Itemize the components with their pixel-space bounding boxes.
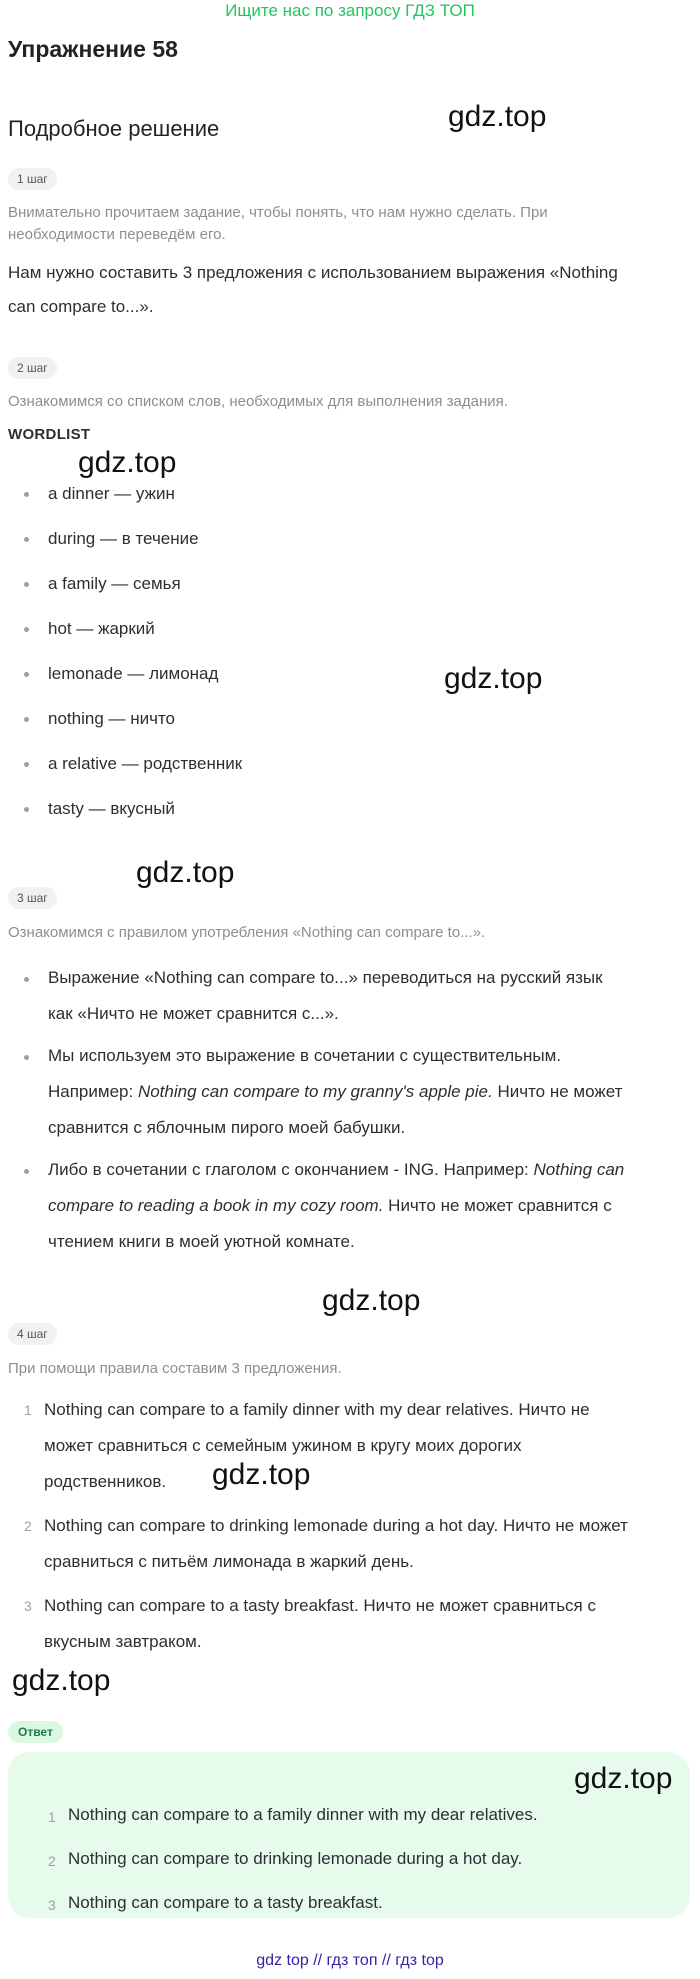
bullet-icon bbox=[24, 627, 29, 632]
step4-hint: При помощи правила составим 3 предложения. bbox=[8, 1360, 342, 1377]
wordlist-item: a dinner — ужин bbox=[48, 484, 175, 503]
footer-links[interactable]: gdz top // гдз топ // гдз top bbox=[256, 1952, 444, 1969]
answer-badge: Ответ bbox=[8, 1721, 63, 1743]
item-number: 1 bbox=[48, 1809, 56, 1825]
step1-text-line-2: can compare to...». bbox=[8, 297, 154, 316]
item-number: 3 bbox=[48, 1897, 56, 1913]
step-badge-2: 2 шаг bbox=[8, 357, 57, 379]
step1-hint-line-1: Внимательно прочитаем задание, чтобы понять, что нам нужно сделать. При bbox=[8, 204, 548, 221]
wordlist-item: hot — жаркий bbox=[48, 619, 155, 638]
item-number: 2 bbox=[48, 1853, 56, 1869]
bullet-icon bbox=[24, 672, 29, 677]
sentence-line: вкусным завтраком. bbox=[44, 1632, 202, 1651]
rule-3-example: Nothing can bbox=[533, 1160, 625, 1179]
item-number: 2 bbox=[24, 1518, 32, 1534]
bullet-icon bbox=[24, 977, 29, 982]
wordlist-item: a family — семья bbox=[48, 574, 181, 593]
step-badge-1: 1 шаг bbox=[8, 168, 57, 190]
item-number: 1 bbox=[24, 1402, 32, 1418]
bullet-icon bbox=[24, 717, 29, 722]
step-badge-3: 3 шаг bbox=[8, 887, 57, 909]
rule-2-translation: Ничто не может bbox=[492, 1082, 623, 1101]
watermark: gdz.top bbox=[212, 1458, 311, 1491]
bullet-icon bbox=[24, 807, 29, 812]
answer-item bbox=[48, 1848, 523, 1870]
rule-2-example: Nothing can compare to my granny's apple pie. bbox=[137, 1082, 493, 1101]
step1-text-line-1: Нам нужно составить 3 предложения с использованием выражения «Nothing bbox=[8, 263, 618, 282]
answer-item bbox=[48, 1892, 383, 1914]
wordlist-item: tasty — вкусный bbox=[48, 799, 175, 818]
watermark: gdz.top bbox=[322, 1284, 421, 1317]
sentence-line: может сравниться с семейным ужином в кругу моих дорогих bbox=[44, 1436, 522, 1455]
watermark: gdz.top bbox=[136, 856, 235, 889]
rule-1-line-1: Выражение «Nothing can compare to...» переводиться на русский язык bbox=[48, 968, 603, 987]
rule-2-line-1: Мы используем это выражение в сочетании с существительным. bbox=[48, 1046, 562, 1065]
item-number: 3 bbox=[24, 1598, 32, 1614]
watermark: gdz.top bbox=[448, 100, 547, 133]
section-title: Подробное решение bbox=[8, 116, 220, 141]
step1-hint-line-2: необходимости переведём его. bbox=[8, 226, 226, 243]
sentence-item bbox=[24, 1588, 684, 1660]
watermark: gdz.top bbox=[12, 1664, 111, 1697]
answer-text: Nothing can compare to a family dinner with my dear relatives. bbox=[68, 1805, 538, 1824]
sentence-line: Nothing can compare to a tasty breakfast. Ничто не может сравниться с bbox=[44, 1596, 596, 1615]
bullet-icon bbox=[24, 1055, 29, 1060]
rule-3-line-1 bbox=[48, 1152, 678, 1188]
bullet-icon bbox=[24, 537, 29, 542]
step-badge-4: 4 шаг bbox=[8, 1323, 57, 1345]
rule-3-line-3: чтением книги в моей уютной комнате. bbox=[48, 1232, 355, 1251]
sentence-item bbox=[24, 1508, 684, 1580]
watermark: gdz.top bbox=[444, 662, 543, 695]
rule-3-translation: Ничто не может сравнится с bbox=[383, 1196, 612, 1215]
sentence-line: Nothing can compare to drinking lemonade during a hot day. Ничто не может bbox=[44, 1516, 628, 1535]
wordlist-item: during — в течение bbox=[48, 529, 199, 548]
bullet-icon bbox=[24, 492, 29, 497]
answer-item bbox=[48, 1804, 538, 1826]
sentence-line: Nothing can compare to a family dinner with my dear relatives. Ничто не bbox=[44, 1400, 590, 1419]
step2-hint: Ознакомимся со списком слов, необходимых для выполнения задания. bbox=[8, 393, 508, 410]
page-title: Упражнение 58 bbox=[8, 36, 178, 62]
rule-2-line-2 bbox=[48, 1074, 678, 1110]
watermark: gdz.top bbox=[78, 446, 177, 479]
rule-3-line-2 bbox=[48, 1188, 678, 1224]
sentence-line: родственников. bbox=[44, 1472, 167, 1491]
wordlist-title: WORDLIST bbox=[8, 426, 91, 443]
wordlist-item: nothing — ничто bbox=[48, 709, 176, 728]
bullet-icon bbox=[24, 1169, 29, 1174]
bullet-icon bbox=[24, 582, 29, 587]
answer-text: Nothing can compare to drinking lemonade during a hot day. bbox=[68, 1849, 523, 1868]
wordlist-item: a relative — родственник bbox=[48, 754, 243, 773]
rule-3-example-cont: compare to reading a book in my cozy room. bbox=[48, 1196, 384, 1215]
watermark: gdz.top bbox=[574, 1762, 673, 1795]
wordlist-item: lemonade — лимонад bbox=[48, 664, 219, 683]
rule-2-text: Например: bbox=[48, 1082, 138, 1101]
rule-1-line-2: как «Ничто не может сравнится с...». bbox=[48, 1004, 339, 1023]
sentence-item bbox=[24, 1392, 684, 1500]
step3-hint: Ознакомимся с правилом употребления «Nothing can compare to...». bbox=[8, 924, 486, 941]
rule-2-line-3: сравнится с яблочным пирого моей бабушки. bbox=[48, 1118, 406, 1137]
answer-text: Nothing can compare to a tasty breakfast. bbox=[68, 1893, 383, 1912]
promo-banner[interactable]: Ищите нас по запросу ГДЗ ТОП bbox=[225, 1, 475, 20]
bullet-icon bbox=[24, 762, 29, 767]
rule-3-text: Либо в сочетании с глаголом с окончанием - ING. Например: bbox=[48, 1160, 534, 1179]
sentence-line: сравниться с питьём лимонада в жаркий день. bbox=[44, 1552, 414, 1571]
